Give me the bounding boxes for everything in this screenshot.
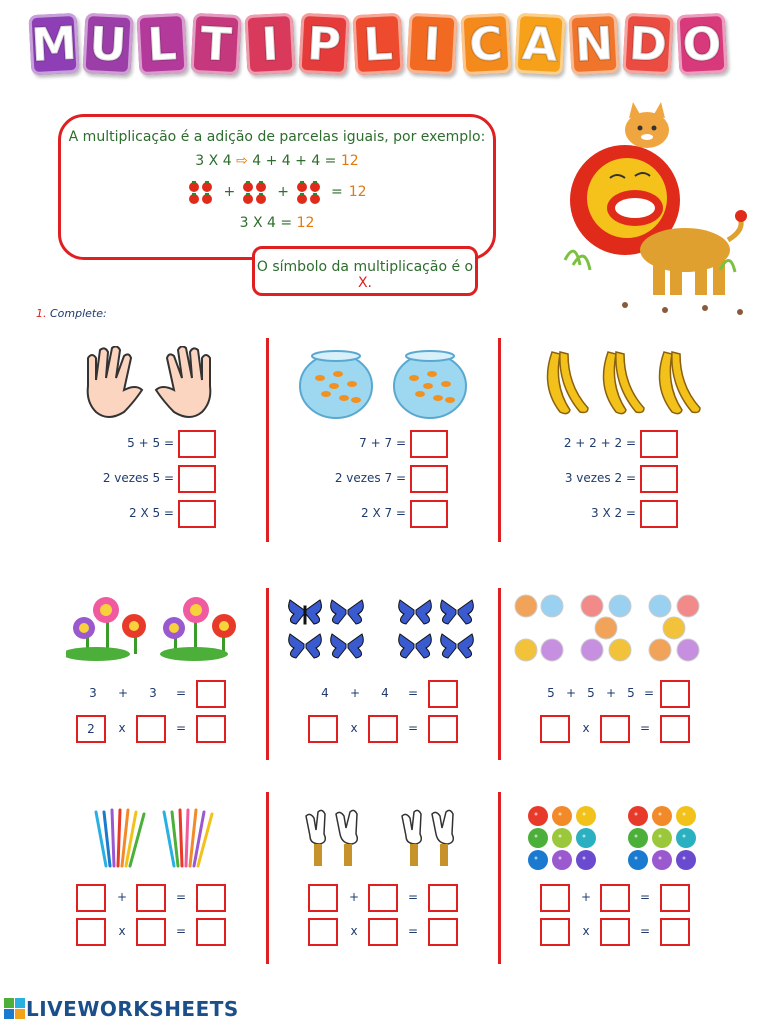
pencil-icon (92, 806, 218, 870)
times-sign: x (118, 721, 126, 735)
column-divider (498, 338, 501, 542)
button-icon (526, 804, 698, 872)
title-letter: P (298, 13, 349, 75)
answer-box[interactable] (540, 918, 570, 946)
equals-sign: = (407, 686, 419, 700)
answer-box[interactable] (660, 918, 690, 946)
title-letter: C (460, 13, 511, 75)
hands-icon (78, 346, 220, 422)
answer-box[interactable] (660, 680, 690, 708)
symbol-bubble (252, 246, 478, 296)
tomato-icon (241, 179, 271, 205)
answer-box[interactable] (308, 918, 338, 946)
answer-box[interactable] (368, 918, 398, 946)
equals-sign: = (175, 924, 187, 938)
answer-box[interactable] (600, 715, 630, 743)
answer-box[interactable] (660, 884, 690, 912)
intro-equals: = (330, 184, 343, 200)
plus-sign: + (117, 686, 129, 700)
intro-expression: 3 X 4 = (239, 215, 293, 231)
intro-expression-left: 3 X 4 (195, 153, 232, 169)
column-divider (266, 588, 269, 760)
answer-box[interactable] (136, 884, 166, 912)
equation-label: 3 X 2 = (591, 506, 636, 520)
equals-sign: = (407, 890, 419, 904)
equation-label: 7 + 7 = (359, 436, 406, 450)
equals-sign: = (643, 686, 655, 700)
answer-box[interactable] (196, 715, 226, 743)
intro-plus: + (223, 184, 236, 200)
times-sign: x (350, 721, 358, 735)
equation-number: 3 (89, 686, 97, 700)
intro-tomato-line (61, 179, 493, 205)
tomato-icon (187, 179, 217, 205)
plus-sign: + (565, 686, 577, 700)
ball-icon (512, 594, 704, 666)
equation-number: 5 (587, 686, 595, 700)
answer-box[interactable] (136, 918, 166, 946)
answer-box[interactable] (368, 884, 398, 912)
intro-line1: A multiplicação é a adição de parcelas iguais, por exemplo: (68, 129, 486, 145)
plus-sign: + (580, 890, 592, 904)
equals-sign: = (639, 721, 651, 735)
equation-number: 5 (627, 686, 635, 700)
equation-label: 2 X 7 = (361, 506, 406, 520)
equation-label: 2 vezes 7 = (334, 471, 406, 485)
tomato-icon (295, 179, 325, 205)
intro-plus: + (277, 184, 289, 200)
intro-expression-right: 4 + 4 + 4 = (252, 153, 337, 169)
answer-box[interactable] (76, 884, 106, 912)
title-letter: U (82, 13, 133, 75)
cat-icon (625, 102, 669, 148)
worksheet-title (30, 8, 750, 80)
plus-sign: + (349, 686, 361, 700)
equation-number: 3 (149, 686, 157, 700)
equation-label: 3 vezes 2 = (564, 471, 636, 485)
butterfly-icon (286, 596, 482, 662)
title-letter: D (622, 13, 673, 75)
symbol-label: O símbolo da multiplicação é o (256, 259, 474, 275)
plus-sign: + (348, 890, 360, 904)
answer-box[interactable] (428, 918, 458, 946)
answer-box[interactable] (640, 500, 678, 528)
fishbowl-icon (298, 348, 470, 420)
title-letter: A (514, 13, 565, 75)
times-sign: x (582, 721, 590, 735)
liveworksheets-logo-icon (4, 998, 26, 1020)
answer-box[interactable] (600, 918, 630, 946)
equation-label: 5 + 5 = (127, 436, 174, 450)
answer-box[interactable] (196, 680, 226, 708)
intro-result: 12 (340, 153, 359, 169)
equals-sign: = (407, 721, 419, 735)
title-letter: N (568, 13, 619, 75)
answer-box[interactable]: 2 (76, 715, 106, 743)
column-divider (498, 588, 501, 760)
answer-box[interactable] (660, 715, 690, 743)
banana-icon (538, 346, 702, 418)
equals-sign: = (407, 924, 419, 938)
answer-box[interactable] (178, 430, 216, 458)
equation-number: 5 (547, 686, 555, 700)
title-letter: L (352, 13, 403, 75)
answer-box[interactable] (428, 680, 458, 708)
equals-sign: = (175, 890, 187, 904)
answer-box[interactable] (178, 465, 216, 493)
intro-result: 12 (348, 184, 367, 200)
equation-label: 2 vezes 5 = (102, 471, 174, 485)
instruction-text: Complete: (50, 307, 107, 320)
answer-box[interactable] (178, 500, 216, 528)
answer-box[interactable] (410, 430, 448, 458)
answer-box[interactable] (410, 500, 448, 528)
answer-box[interactable] (368, 715, 398, 743)
answer-box[interactable] (600, 884, 630, 912)
equals-sign: = (175, 721, 187, 735)
glove-hand-icon (300, 806, 468, 870)
plus-sign: + (116, 890, 128, 904)
answer-box[interactable] (640, 430, 678, 458)
answer-box[interactable] (136, 715, 166, 743)
equals-sign: = (175, 686, 187, 700)
intro-line4 (61, 215, 493, 231)
answer-box[interactable] (76, 918, 106, 946)
equals-sign: = (639, 924, 651, 938)
answer-box[interactable] (308, 884, 338, 912)
flower-icon (66, 592, 244, 662)
answer-box[interactable] (410, 465, 448, 493)
answer-box[interactable] (196, 918, 226, 946)
equation-number: 4 (381, 686, 389, 700)
title-letter: I (406, 13, 457, 75)
title-letter: O (676, 13, 727, 75)
equals-sign: = (639, 890, 651, 904)
answer-box[interactable] (540, 884, 570, 912)
intro-result: 12 (296, 215, 315, 231)
equation-number: 4 (321, 686, 329, 700)
intro-line2 (61, 153, 493, 169)
times-sign: x (350, 924, 358, 938)
lion-icon (555, 100, 755, 320)
answer-box[interactable] (428, 884, 458, 912)
answer-box[interactable] (196, 884, 226, 912)
title-letter: T (190, 13, 241, 75)
symbol-x: X. (357, 275, 373, 291)
instruction-number: 1. (36, 307, 47, 320)
answer-box[interactable] (308, 715, 338, 743)
answer-box[interactable] (540, 715, 570, 743)
title-letter: I (244, 13, 295, 75)
arrow-right-icon: ⇨ (236, 153, 248, 169)
answer-box[interactable] (640, 465, 678, 493)
footer-brand[interactable] (4, 997, 239, 1021)
times-sign: x (118, 924, 126, 938)
equation-label: 2 + 2 + 2 = (563, 436, 636, 450)
equation-label: 2 X 5 = (129, 506, 174, 520)
title-letter: M (28, 13, 79, 75)
footer-brand-text: LIVEWORKSHEETS (26, 997, 239, 1021)
title-letter: L (136, 13, 187, 75)
column-divider (266, 792, 269, 964)
plus-sign: + (605, 686, 617, 700)
instruction (36, 307, 107, 320)
explanation-bubble (58, 114, 496, 260)
answer-box[interactable] (428, 715, 458, 743)
times-sign: x (582, 924, 590, 938)
symbol-text (255, 259, 475, 291)
column-divider (498, 792, 501, 964)
column-divider (266, 338, 269, 542)
